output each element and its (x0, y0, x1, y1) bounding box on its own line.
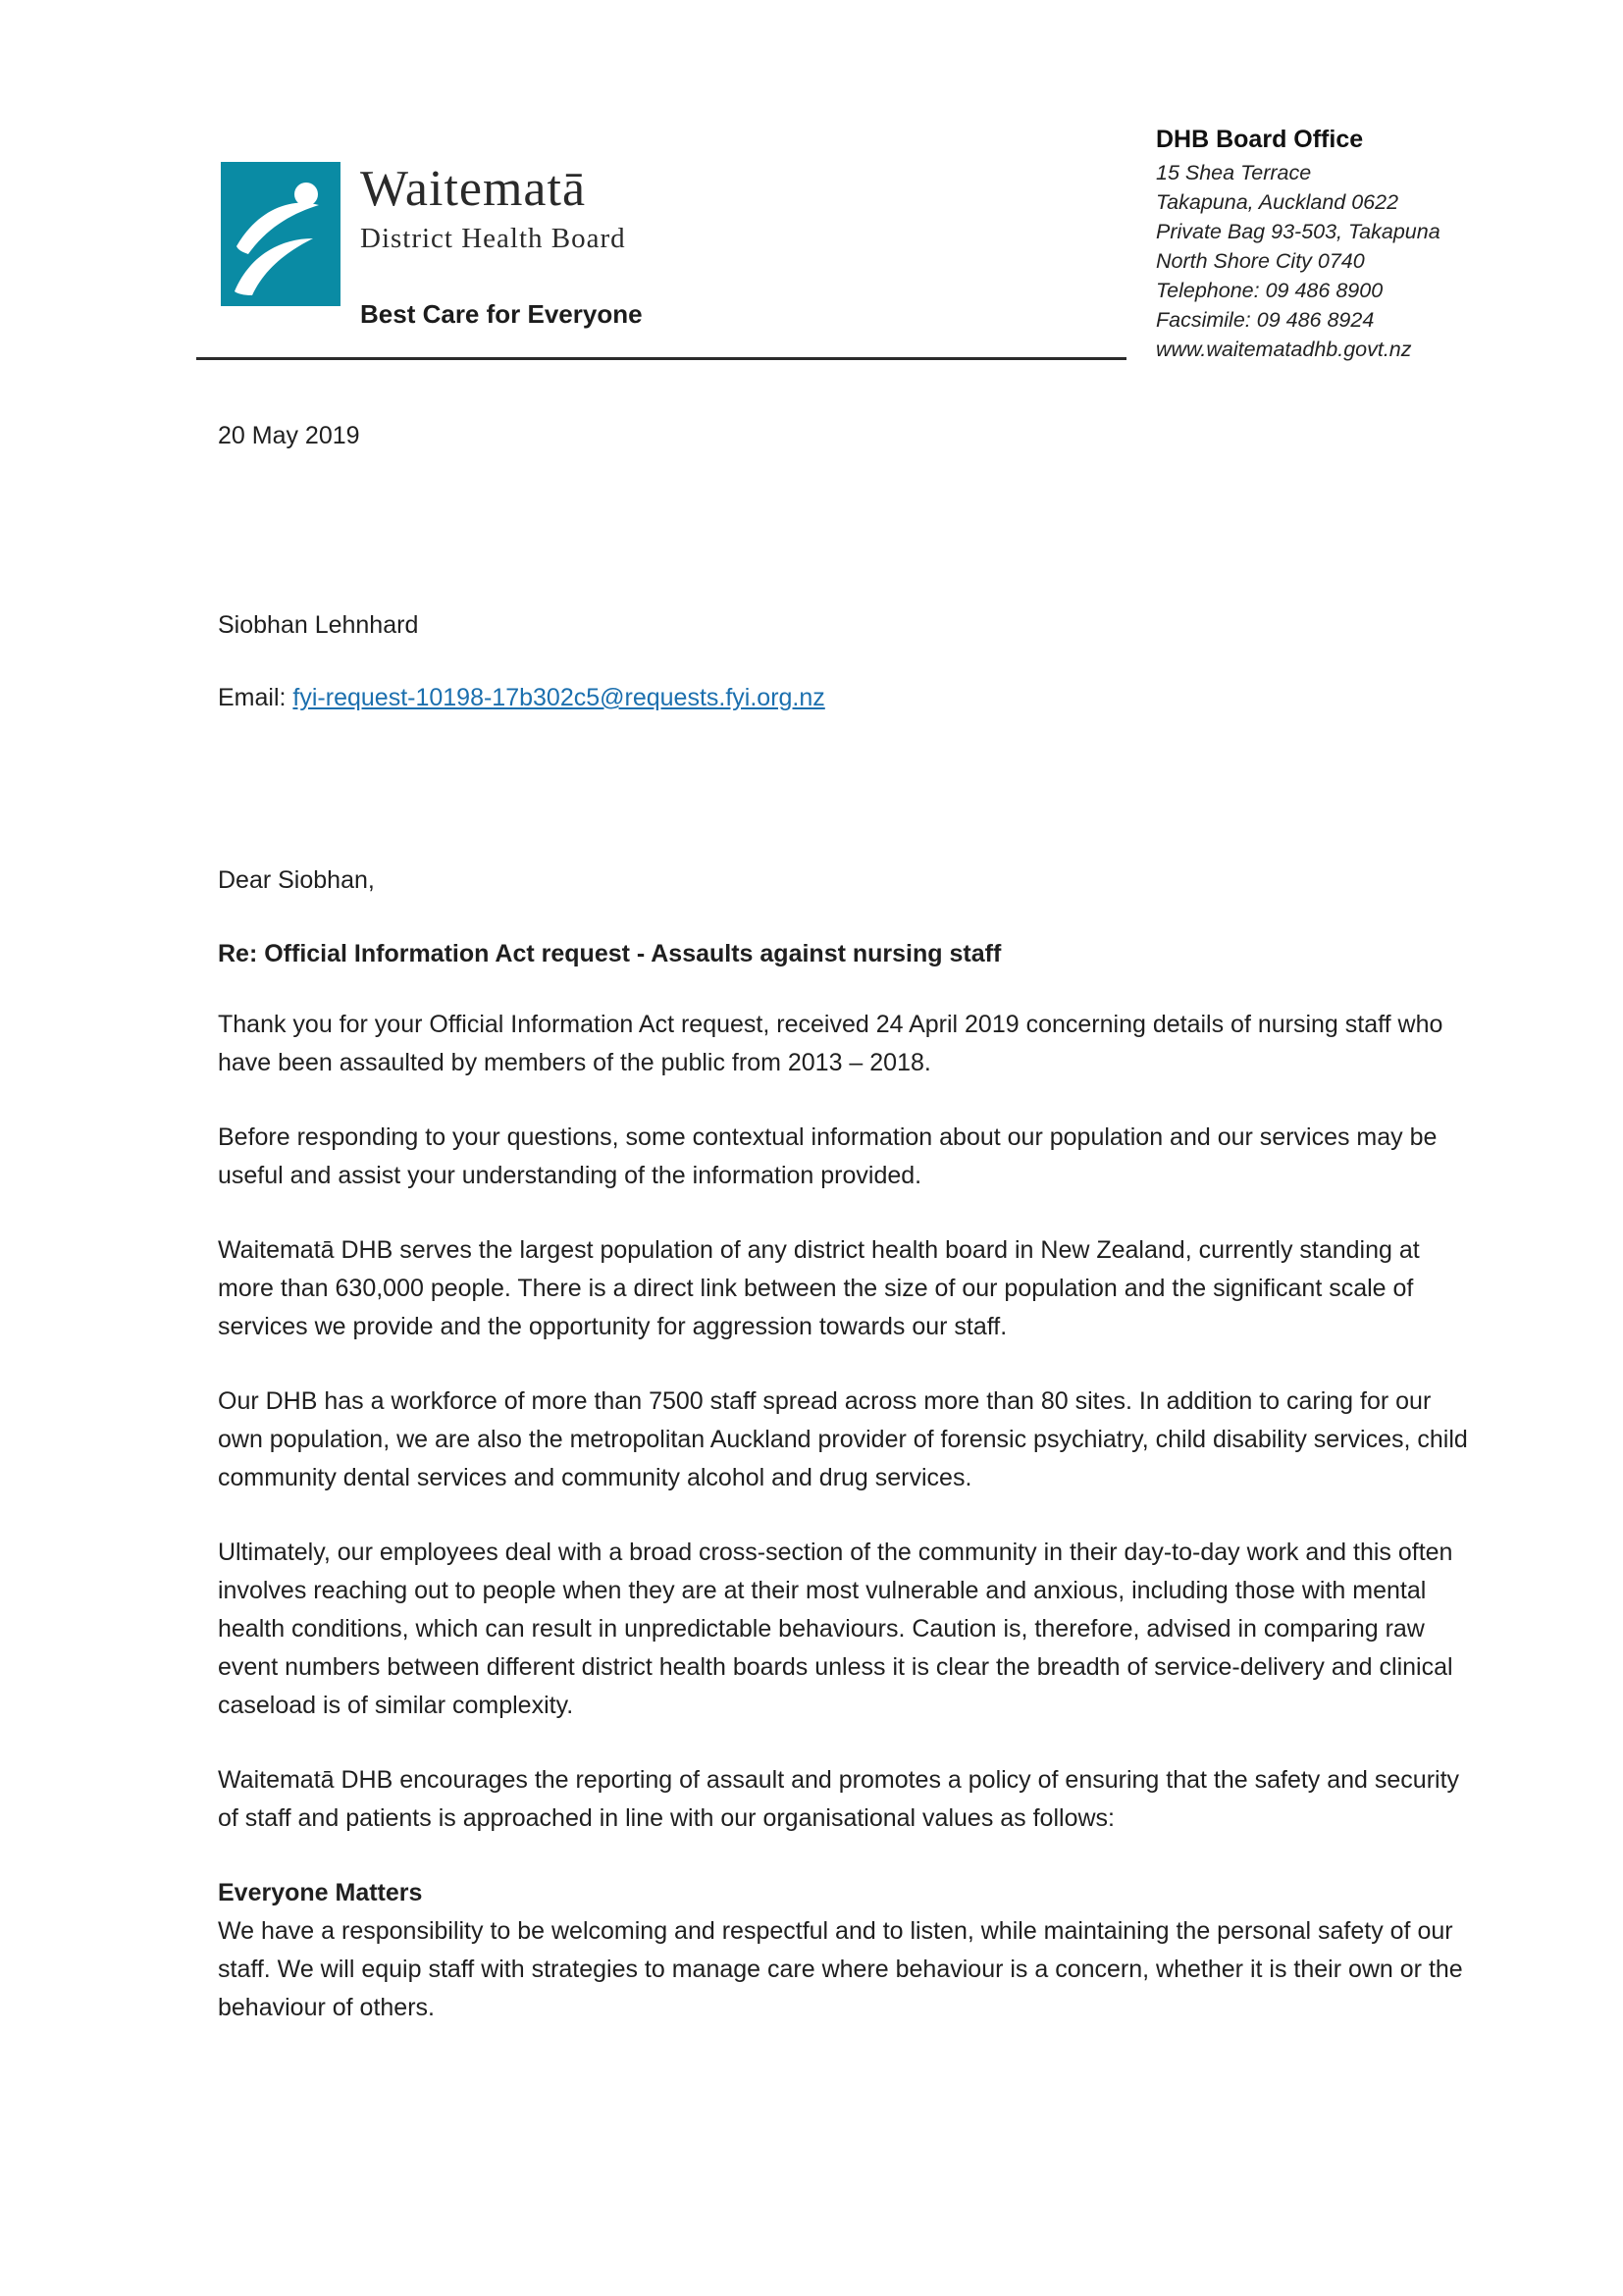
office-address-line: North Shore City 0740 (1156, 249, 1365, 273)
brand-tagline: Best Care for Everyone (360, 299, 643, 329)
paragraph: Waitematā DHB encourages the reporting of assault and promotes a policy of ensuring that the safety and security of staff and patients is approached in line with our organisational values as follows: (218, 1766, 1460, 1832)
header-divider (196, 357, 1126, 360)
subject-line: Re: Official Information Act request - Assaults against nursing staff (218, 940, 1002, 967)
brand-block (221, 162, 643, 330)
email-label: Email: (218, 684, 287, 711)
office-address-line: Takapuna, Auckland 0622 (1156, 190, 1399, 214)
waitemata-dhb-logo-icon (221, 162, 340, 306)
paragraph: Ultimately, our employees deal with a broad cross-section of the community in their day-to-day work and this often involves reaching out to people when they are at their most vulnerable and anxious, including those with mental health conditions, which can result in unpredictable behaviours. Caution is, therefore, advised in comparing raw event numbers between different district health boards unless it is clear the breadth of service-delivery and clinical caseload is of similar complexity. (218, 1539, 1453, 1719)
letter-date: 20 May 2019 (218, 422, 360, 449)
brand-name: Waitematā (360, 161, 587, 217)
office-address-block (1156, 124, 1509, 364)
paragraph: Our DHB has a workforce of more than 7500 staff spread across more than 80 sites. In addition to caring for our own population, we are also the metropolitan Auckland provider of forensic psychiatry, child disability services, child community dental services and community alcohol and drug services. (218, 1387, 1468, 1491)
brand-text-column (360, 162, 643, 330)
values-body: We have a responsibility to be welcoming and respectful and to listen, while maintaining the personal safety of our staff. We will equip staff with strategies to manage care where behaviour is a concern, whether it is their own or the behaviour of others. (218, 1917, 1463, 2021)
paragraph: Thank you for your Official Information Act request, received 24 April 2019 concerning details of nursing staff who have been assaulted by members of the public from 2013 – 2018. (218, 1011, 1443, 1076)
email-line (218, 679, 1474, 717)
paragraph: Waitematā DHB serves the largest population of any district health board in New Zealand, currently standing at more than 630,000 people. There is a direct link between the size of our population and the significant scale of services we provide and the opportunity for aggression towards our staff. (218, 1236, 1420, 1340)
salutation: Dear Siobhan, (218, 866, 375, 894)
brand-subtitle: District Health Board (360, 223, 626, 254)
office-fax-line: Facsimile: 09 486 8924 (1156, 308, 1375, 332)
recipient-name: Siobhan Lehnhard (218, 611, 419, 639)
office-address-line: 15 Shea Terrace (1156, 161, 1312, 184)
values-heading: Everyone Matters (218, 1879, 423, 1906)
paragraph: Before responding to your questions, some contextual information about our population and our services may be useful and assist your understanding of the information provided. (218, 1123, 1438, 1189)
office-address-line: Private Bag 93-503, Takapuna (1156, 220, 1440, 243)
letter-body (218, 417, 1474, 2027)
office-phone-line: Telephone: 09 486 8900 (1156, 279, 1384, 302)
office-title: DHB Board Office (1156, 126, 1364, 153)
email-link[interactable]: fyi-request-10198-17b302c5@requests.fyi.org.nz (292, 684, 825, 711)
office-website: www.waitematadhb.govt.nz (1156, 338, 1412, 361)
